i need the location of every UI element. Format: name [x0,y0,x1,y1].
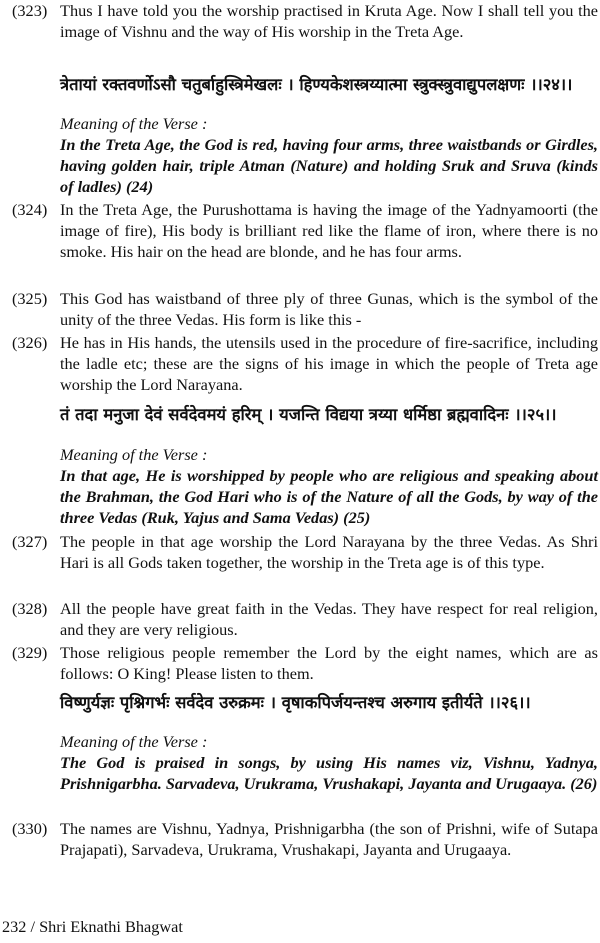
paragraph-number: (330) [12,819,48,838]
paragraph-text: This God has waistband of three ply of three Gunas, which is the symbol of the unity of the three Vedas. His form is like this - [60,289,598,329]
sanskrit-verse-24: त्रेतायां रक्तवर्णोऽसौ चतुर्बाहुस्त्रिमेखलः । हिण्यकेशस्त्रय्यात्मा स्त्रुक्स्त्रुवाद्युपलक्षणः ।।२४।। [60,75,573,94]
paragraph-323 [12,0,598,42]
paragraph-327 [12,531,598,573]
meaning-heading: Meaning of the Verse : [60,445,208,464]
paragraph-324 [12,199,598,262]
meaning-text: The God is praised in songs, by using His names viz, Vishnu, Yadnya, Prishnigarbha. Sarvadeva, Urukrama, Vrushakapi, Jayanta and Urugaaya. (26) [60,753,598,793]
paragraph-number: (325) [12,289,48,308]
paragraph-325 [12,288,598,330]
meaning-heading: Meaning of the Verse : [60,114,208,133]
paragraph-text: Thus I have told you the worship practised in Kruta Age. Now I shall tell you the image of Vishnu and the way of His worship in the Treta Age. [60,1,598,41]
paragraph-number: (323) [12,1,48,20]
sanskrit-verse-26: विष्णुर्यज्ञः पृश्निगर्भः सर्वदेव उरुक्रमः । वृषाकपिर्जयन्तश्च अरुगाय इतीर्यते ।।२६।। [60,693,531,712]
paragraph-326 [12,332,598,395]
paragraph-text: He has in His hands, the utensils used in the procedure of fire-sacrifice, including the ladle etc; these are the signs of his image in which the people of Treta age worship the Lord Narayana. [60,333,598,394]
paragraph-number: (324) [12,200,48,219]
sanskrit-verse-25: तं तदा मनुजा देवं सर्वदेवमयं हरिम् । यजन्ति विद्यया त्रय्या धर्मिष्ठा ब्रह्मवादिनः ।।२५।। [60,405,557,424]
paragraph-text: The people in that age worship the Lord Narayana by the three Vedas. As Shri Hari is all Gods taken together, the worship in the Treta age is of this type. [60,532,598,572]
verse-meaning-26 [60,731,598,794]
page-footer: 232 / Shri Eknathi Bhagwat [2,917,183,936]
paragraph-number: (326) [12,333,48,352]
paragraph-329 [12,642,598,684]
meaning-text: In the Treta Age, the God is red, having four arms, three waistbands or Girdles, having golden hair, triple Atman (Nature) and holding Sruk and Sruva (kinds of ladles) (24) [60,135,598,196]
meaning-heading: Meaning of the Verse : [60,732,208,751]
paragraph-text: The names are Vishnu, Yadnya, Prishnigarbha (the son of Prishni, wife of Sutapa Prajapati), Sarvadeva, Urukrama, Vrushakapi, Jayanta and Urugaaya. [60,819,598,859]
verse-meaning-25 [60,444,598,528]
paragraph-number: (329) [12,643,48,662]
paragraph-number: (328) [12,599,48,618]
paragraph-text: In the Treta Age, the Purushottama is having the image of the Yadnyamoorti (the image of fire), His body is brilliant red like the flame of iron, where there is no smoke. His hair on the head are blonde, and he has four arms. [60,200,598,261]
paragraph-text: All the people have great faith in the Vedas. They have respect for real religion, and they are very religious. [60,599,598,639]
paragraph-number: (327) [12,532,48,551]
verse-meaning-24 [60,113,598,197]
paragraph-330 [12,818,598,860]
paragraph-328 [12,598,598,640]
paragraph-text: Those religious people remember the Lord by the eight names, which are as follows: O King! Please listen to them. [60,643,598,683]
meaning-text: In that age, He is worshipped by people who are religious and speaking about the Brahman, the God Hari who is of the Nature of all the Gods, by way of the three Vedas (Ruk, Yajus and Sama Vedas) (25) [60,466,598,527]
